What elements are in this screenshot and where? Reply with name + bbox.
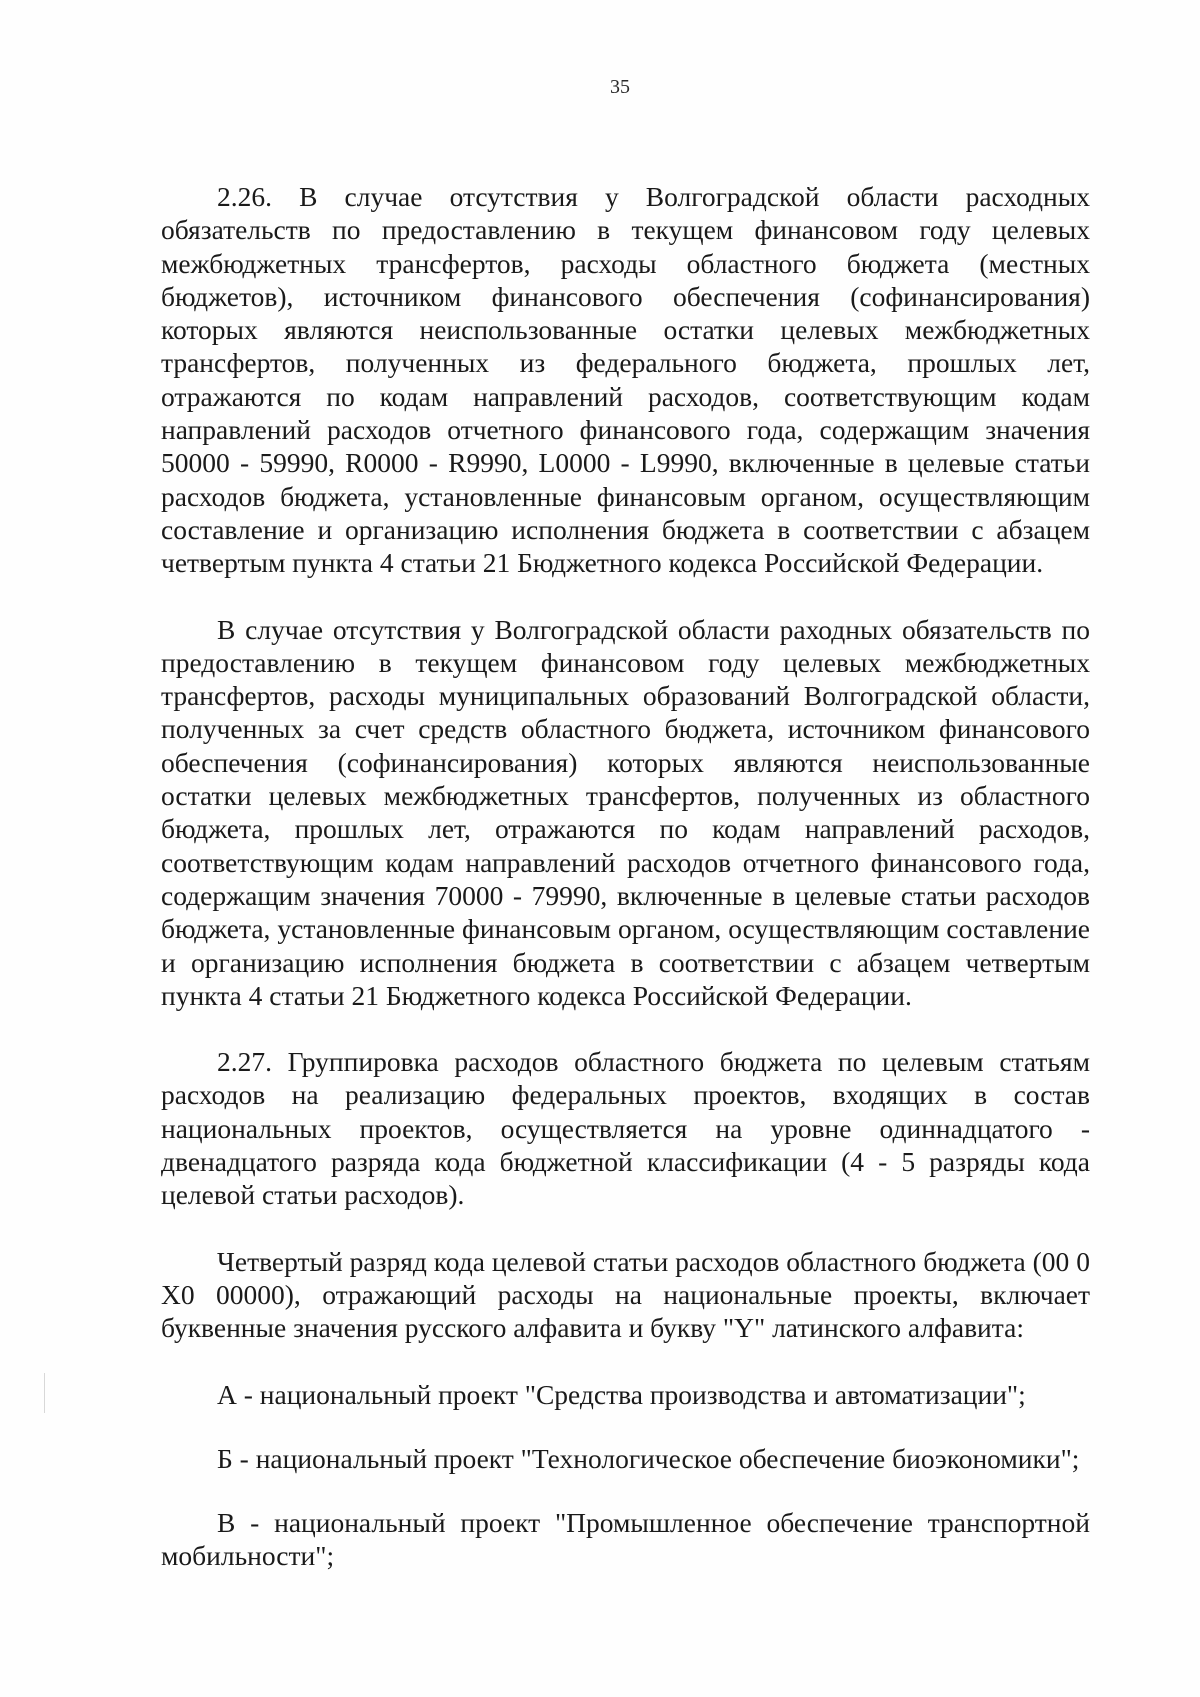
- paragraph-2-27: 2.27. Группировка расходов областного бюджета по целевым статьям расходов на реализацию федеральных проектов, входящих в состав национальных проектов, осуществляется на уровне одиннадцатого - двенадцатого разряда кода бюджетной классификации (4 - 5 разряды кода целевой статьи расходов).: [161, 1046, 1090, 1211]
- list-item-a: А - национальный проект "Средства производства и автоматизации";: [217, 1378, 1026, 1410]
- paragraph-municipal-transfers: В случае отсутствия у Волгоградской области раходных обязательств по предоставлению в текущем финансовом году целевых межбюджетных трансфертов, расходы муниципальных образований Волгоградской области, полученных за счет средств областного бюджета, источником финансового обеспечения (софинансирования) которых являются неиспользованные остатки целевых межбюджетных трансфертов, полученных из областного бюджета, прошлых лет, отражаются по кодам направлений расходов, соответствующим кодам направлений расходов отчетного финансового года, содержащим значения 70000 - 79990, включенные в целевые статьи расходов бюджета, установленные финансовым органом, осуществляющим составление и организацию исполнения бюджета в соответствии с абзацем четвертым пункта 4 статьи 21 Бюджетного кодекса Российской Федерации.: [161, 613, 1090, 1011]
- paragraph-2-26: 2.26. В случае отсутствия у Волгоградской области расходных обязательств по предоставлению в текущем финансовом году целевых межбюджетных трансфертов, расходы областного бюджета (местных бюджетов), источником финансового обеспечения (софинансирования) которых являются неиспользованные остатки целевых межбюджетных трансфертов, полученных из федерального бюджета, прошлых лет, отражаются по кодам направлений расходов, соответствующим кодам направлений расходов отчетного финансового года, содержащим значения 50000 - 59990, R0000 - R9990, L0000 - L9990, включенные в целевые статьи расходов бюджета, установленные финансовым органом, осуществляющим составление и организацию исполнения бюджета в соответствии с абзацем четвертым пункта 4 статьи 21 Бюджетного кодекса Российской Федерации.: [161, 181, 1090, 579]
- page-number: 35: [610, 76, 630, 98]
- document-body: [161, 180, 1090, 1604]
- list-item-v: В - национальный проект "Промышленное обеспечение транспортной мобильности";: [161, 1507, 1090, 1572]
- scan-margin-mark: [44, 1373, 45, 1413]
- list-item-b: Б - национальный проект "Технологическое обеспечение биоэкономики";: [217, 1442, 1080, 1474]
- paragraph-fourth-digit: Четвертый разряд кода целевой статьи расходов областного бюджета (00 0 X0 00000), отражающий расходы на национальные проекты, включает буквенные значения русского алфавита и букву "Y" латинского алфавита:: [161, 1245, 1090, 1344]
